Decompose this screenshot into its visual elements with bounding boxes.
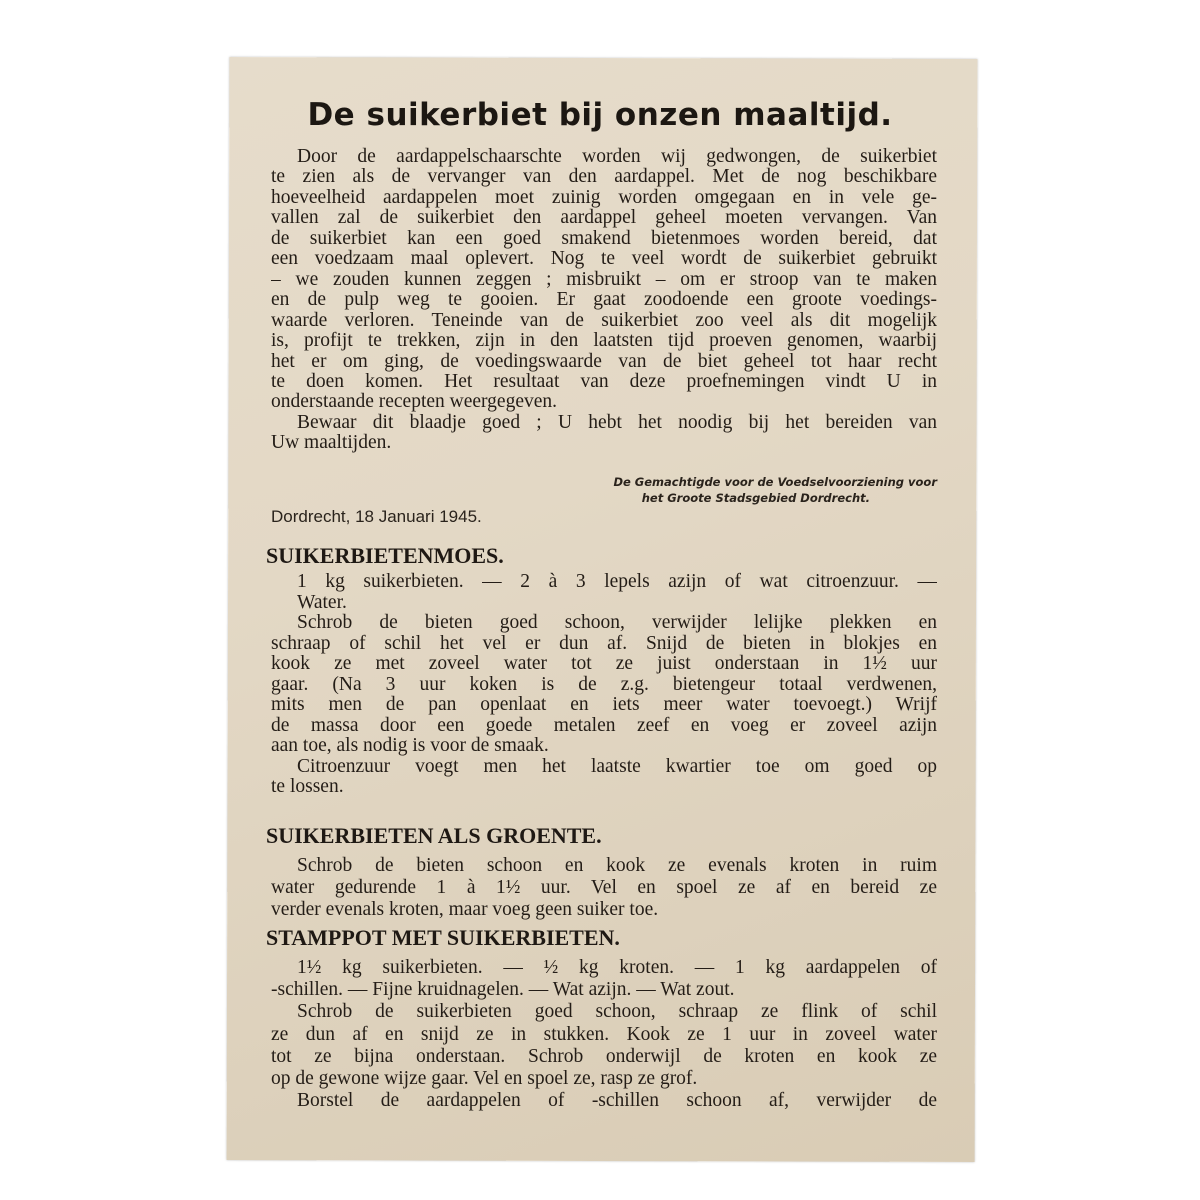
text-line: schraap of schil het vel er dun af. Snijd de bieten in blokjes en (271, 633, 937, 654)
text-line: te lossen. (271, 777, 344, 797)
text-line: Schrob de suikerbieten goed schoon, schraap ze flink of schil (297, 1001, 937, 1023)
recipe-body-suikerbietenmoes (271, 572, 937, 798)
document-title: De suikerbiet bij onzen maaltijd. (307, 97, 893, 133)
text-line: onderstaande recepten weergegeven. (271, 392, 558, 413)
text-line: – we zouden kunnen zeggen ; misbruikt – om er stroop van te maken (271, 269, 937, 290)
text-line: Door de aardappelschaarschte worden wij gedwongen, de suikerbiet (297, 147, 937, 167)
text-line: te doen komen. Het resultaat van deze proefnemingen vindt U in (271, 371, 937, 392)
text-line: Uw maaltijden. (271, 433, 392, 454)
document-date: Dordrecht, 18 Januari 1945. (271, 507, 482, 526)
text-line: en de pulp weg te gooien. Er gaat zoodoende een groote voedings- (271, 290, 937, 311)
text-line: ze dun af en snijd ze in stukken. Kook ze 1 uur in zoveel water (271, 1023, 937, 1045)
signature-line-1: De Gemachtigde voor de Voedselvoorziening voor (613, 475, 937, 489)
text-line: Citroenzuur voegt men het laatste kwartier toe om goed op (297, 756, 937, 777)
text-line: mits men de pan openlaat en iets meer water toevoegt.) Wrijf (271, 695, 937, 715)
intro-paragraph (271, 147, 937, 454)
text-line: Water. (297, 592, 347, 613)
recipe-heading-stamppot: STAMPPOT MET SUIKERBIETEN. (266, 925, 620, 950)
text-line: Bewaar dit blaadje goed ; U hebt het noodig bij het bereiden van (297, 412, 937, 433)
text-line: 1½ kg suikerbieten. — ½ kg kroten. — 1 kg aardappelen of (297, 957, 937, 978)
text-line: gaar. (Na 3 uur koken is de z.g. bietengeur totaal verdwenen, (271, 674, 937, 695)
text-line: waarde verloren. Teneinde van de suikerbiet zoo veel als dit mogelijk (271, 310, 937, 331)
text-line: -schillen. — Fijne kruidnagelen. — Wat azijn. — Wat zout. (271, 979, 735, 1001)
text-line: Schrob de bieten goed schoon, verwijder lelijke plekken en (297, 613, 937, 633)
text-line: een voedzaam maal oplevert. Nog te veel wordt de suikerbiet gebruikt (271, 249, 937, 270)
text-line: het er om ging, de voedingswaarde van de biet geheel tot haar recht (271, 351, 937, 372)
text-line: is, profijt te trekken, zijn in den laatsten tijd proeven genomen, waarbij (271, 331, 937, 352)
text-line: tot ze bijna onderstaan. Schrob onderwijl de kroten en kook ze (271, 1045, 937, 1067)
text-line: 1 kg suikerbieten. — 2 à 3 lepels azijn of wat citroenzuur. — (297, 572, 937, 592)
text-line: Borstel de aardappelen of -schillen schoon af, verwijder de (297, 1090, 937, 1112)
text-line: hoeveelheid aardappelen moet zuinig worden omgegaan en in vele ge- (271, 187, 937, 208)
text-line: op de gewone wijze gaar. Vel en spoel ze, rasp ze grof. (271, 1068, 698, 1090)
text-line: de massa door een goede metalen zeef en voeg er zoveel azijn (271, 715, 937, 736)
text-line: kook ze met zoveel water tot ze juist onderstaan in 1½ uur (271, 654, 937, 674)
text-line: de suikerbiet kan een goed smakend bietenmoes worden bereid, dat (271, 228, 937, 249)
text-line: verder evenals kroten, maar voeg geen suiker toe. (271, 899, 659, 920)
recipe-heading-suikerbietenmoes: SUIKERBIETENMOES. (266, 543, 504, 568)
text-line: water gedurende 1 à 1½ uur. Vel en spoel ze af en bereid ze (271, 877, 937, 898)
recipe-heading-groente: SUIKERBIETEN ALS GROENTE. (266, 823, 602, 848)
text-line: vallen zal de suikerbiet den aardappel geheel moeten vervangen. Van (271, 208, 937, 229)
recipe-body-stamppot (271, 957, 937, 1112)
text-line: Schrob de bieten schoon en kook ze evenals kroten in ruim (297, 855, 937, 876)
recipe-body-groente (271, 855, 937, 921)
text-line: te zien als de vervanger van den aardappel. Met de nog beschikbare (271, 167, 937, 188)
text-line: aan toe, als nodig is voor de smaak. (271, 736, 549, 756)
signature-line-2: het Groote Stadsgebied Dordrecht. (641, 491, 870, 505)
